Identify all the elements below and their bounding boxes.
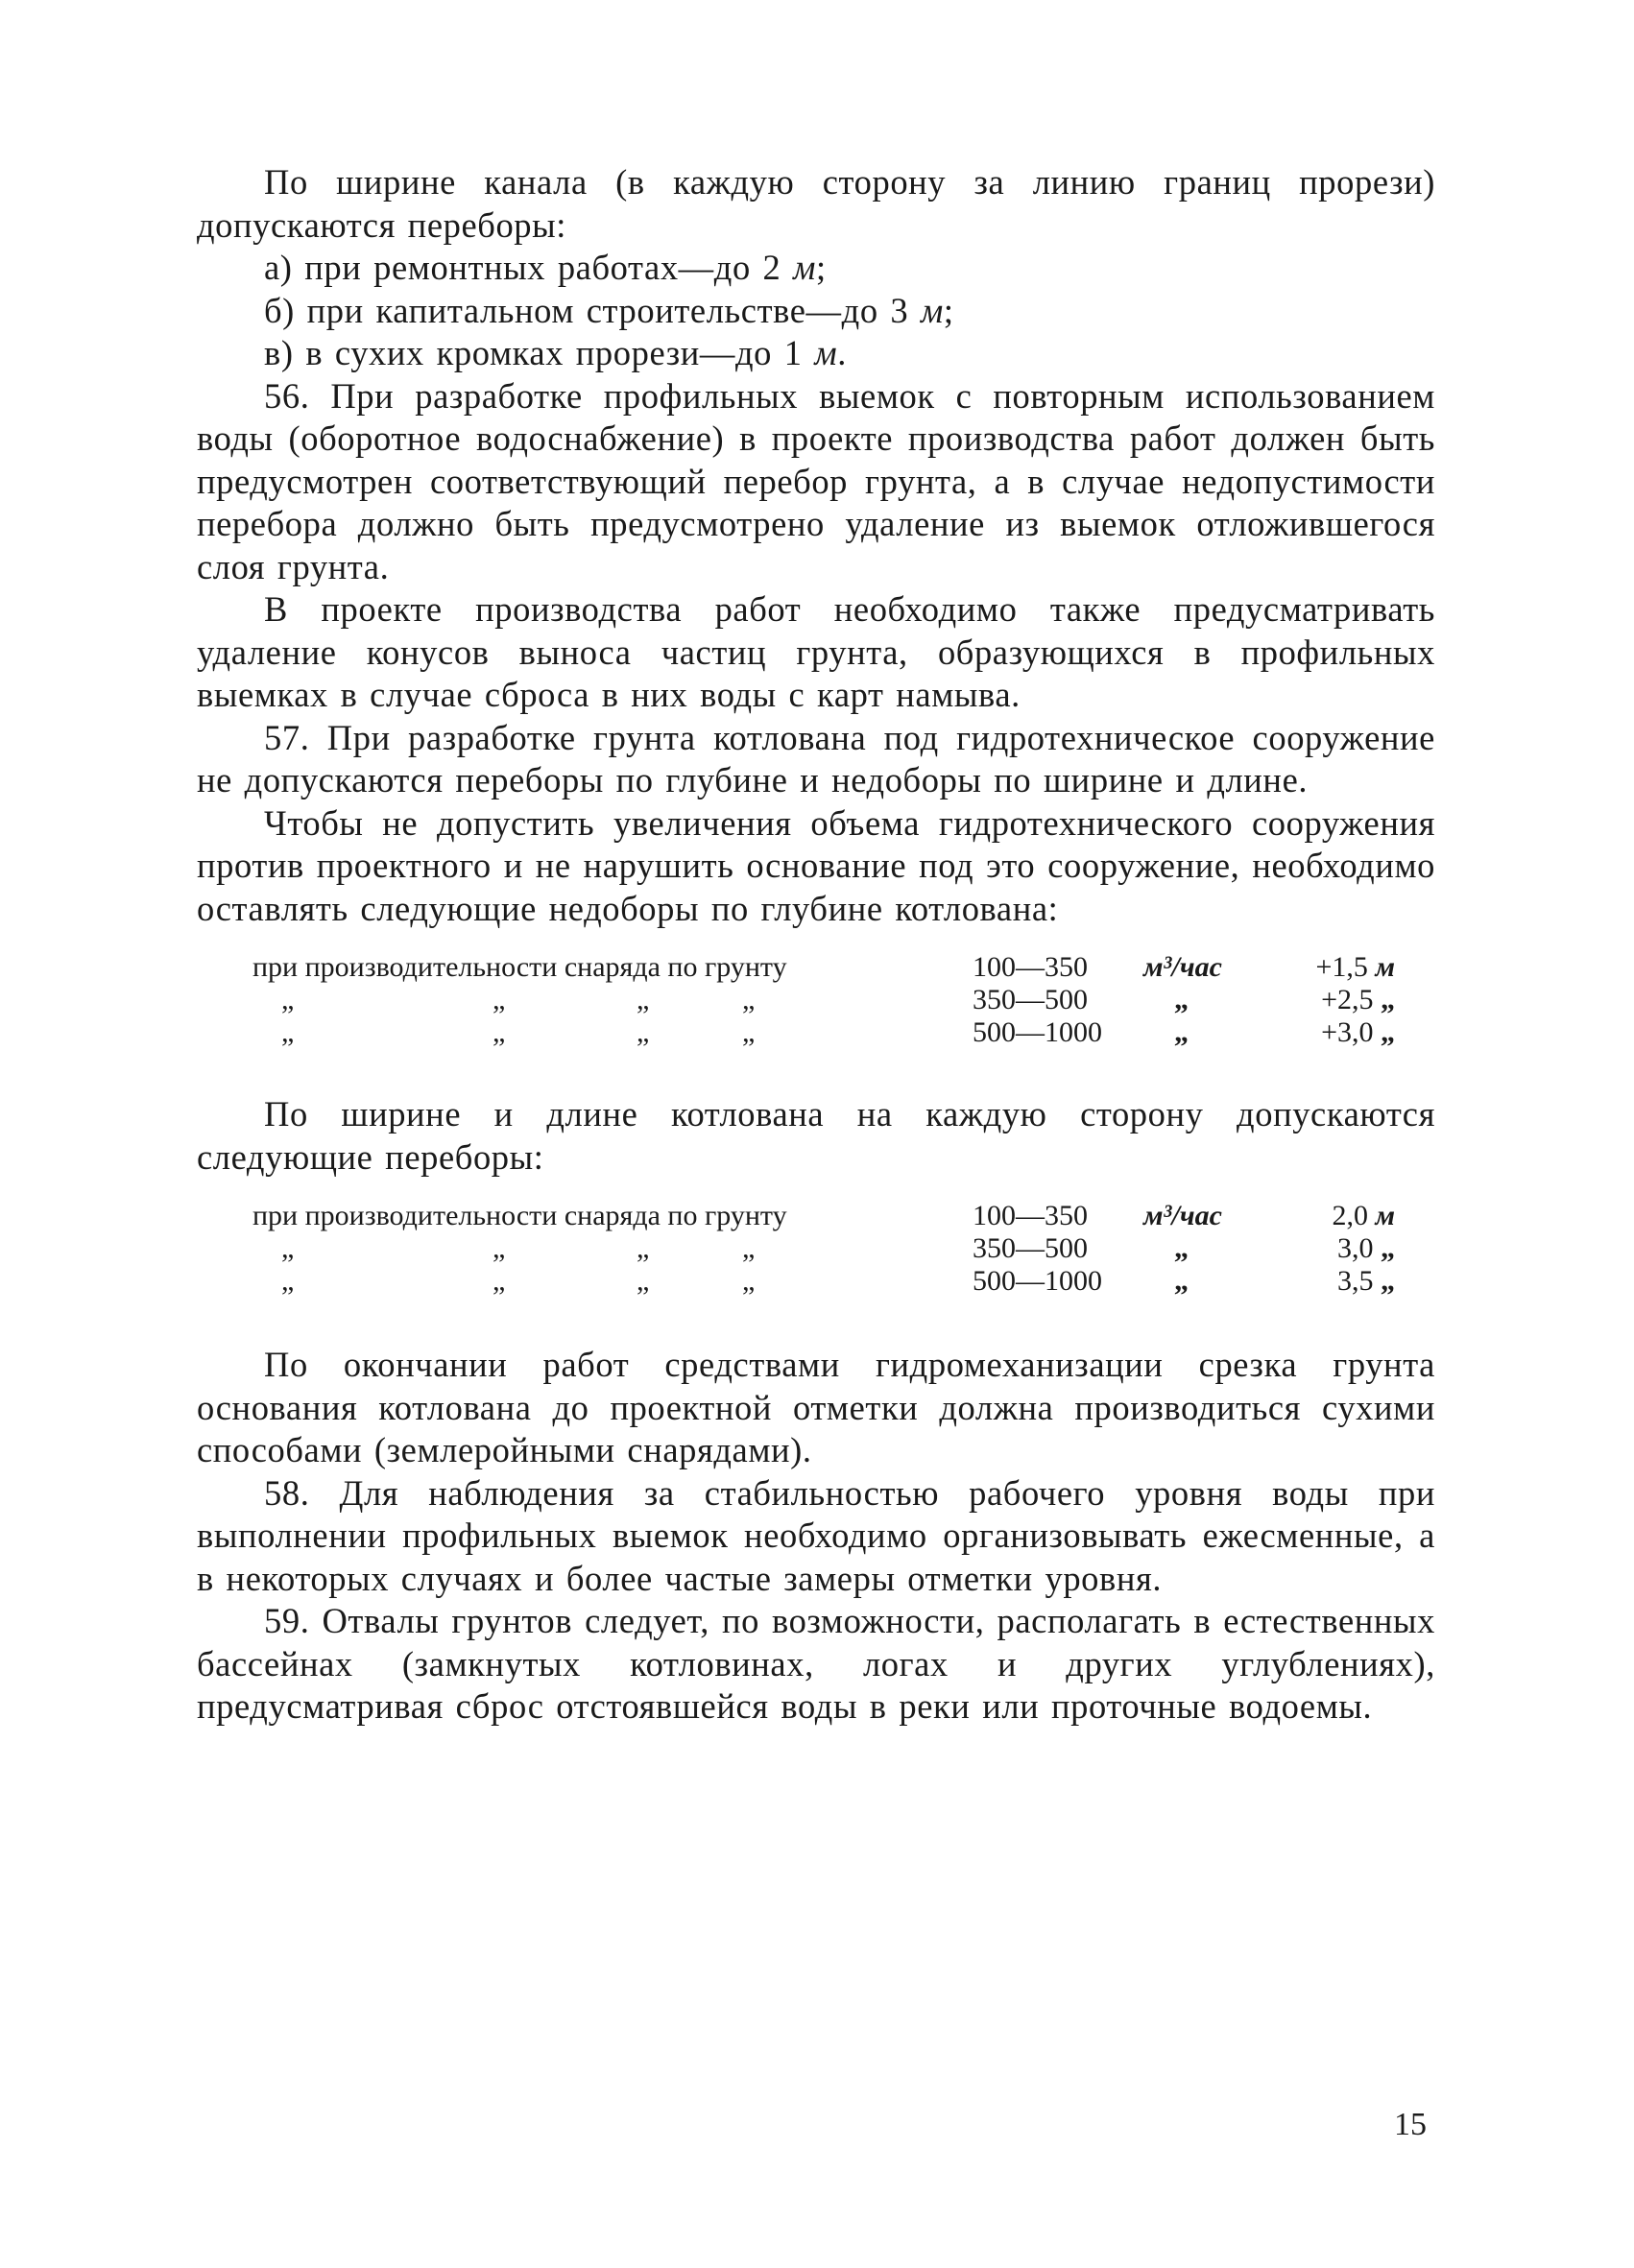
paragraph-57-dry-cut: По окончании работ средствами гидромеханизации срезка грунта основания котлована до проектной отметки должна производиться сухими способами (землеройными снарядами). [197,1345,1435,1469]
table-value: 3,0 „ [1337,1232,1395,1264]
paragraph-56: 56. При разработке профильных выемок с повторным использованием воды (оборотное водоснабжение) в проекте производства работ должен быть предусмотрен соответствующий перебор грунта, а в случае недопустимости перебора должно быть предусмотрено удаление из выемок отложившегося слоя грунта. [197,375,1435,586]
paragraph-58: 58. Для наблюдения за стабильностью рабочего уровня воды при выполнении профильных выемок необходимо организовывать ежесменные, а в некоторых случаях и более частые замеры отметки уровня. [197,1472,1435,1598]
page-number: 15 [1394,2107,1427,2142]
list-item-a-end: ; [816,248,827,287]
table-value: +1,5 м [1315,951,1395,983]
list-item-b [197,290,1435,333]
paragraph-56-continued: В проекте производства работ необходимо также предусматривать удаление конусов выноса частиц грунта, образующихся в профильных выемках в случае сброса в них воды с карт намыва. [197,589,1435,714]
paragraph-59: 59. Отвалы грунтов следует, по возможности, располагать в естественных бассейнах (замкнутых котловинах, логах и других углублениях), предусматривая сброс отстоявшейся воды в реки или проточные водоемы. [197,1601,1435,1726]
table-row [252,984,1395,1016]
table-value: +3,0 „ [1321,1016,1395,1048]
table-range: 350—500 [973,1232,1088,1264]
table-unit: „ [1174,984,1189,1015]
table-range: 100—350 [973,951,1088,983]
paragraph-canal-width: По ширине канала (в каждую сторону за линию границ прорези) допускаются переборы: [197,162,1435,245]
table-ditto-marks: „ „ „ „ [281,1265,756,1297]
table-unit: „ [1174,1232,1189,1264]
list-item-a-text: а) при ремонтных работах—до 2 [264,248,781,287]
table-range: 350—500 [973,984,1088,1015]
table-unit: „ [1174,1265,1189,1297]
table-range: 500—1000 [973,1016,1102,1048]
list-item-c-text: в) в сухих кромках прорези—до 1 [264,333,803,372]
paragraph-57-overcut-intro: По ширине и длине котлована на каждую сторону допускаются следующие переборы: [197,1094,1435,1177]
list-item-b-unit: м [921,290,944,330]
table-row [252,1265,1395,1298]
table-depth-undercut [252,951,1395,1049]
table-label: при производительности снаряда по грунту [252,1200,787,1231]
list-item-b-text: б) при капитальном строительстве—до 3 [264,290,909,330]
table-row [252,1232,1395,1265]
table-value: 3,5 „ [1337,1265,1395,1297]
table-unit: м³/час [1143,1200,1222,1231]
list-item-c-unit: м [814,333,838,372]
paragraph-57-undercut-intro: Чтобы не допустить увеличения объема гидротехнического сооружения против проектного и не нарушить основание под это сооружение, необходимо оставлять следующие недоборы по глубине котлована: [197,802,1435,928]
table-row [252,1200,1395,1232]
paragraph-57: 57. При разработке грунта котлована под гидротехническое сооружение не допускаются переборы по глубине и недоборы по ширине и длине. [197,717,1435,800]
table-label: при производительности снаряда по грунту [252,951,787,983]
document-page [197,161,1435,1729]
list-item-c-end: . [837,333,847,372]
list-item-c [197,332,1435,375]
table-unit: „ [1174,1016,1189,1048]
table-value: +2,5 „ [1321,984,1395,1015]
table-value: 2,0 м [1332,1200,1395,1231]
table-ditto-marks: „ „ „ „ [281,1232,756,1264]
list-item-a [197,247,1435,290]
table-ditto-marks: „ „ „ „ [281,1016,756,1048]
list-item-b-end: ; [943,290,954,330]
table-unit: м³/час [1143,951,1222,983]
table-row [252,951,1395,984]
table-width-overcut [252,1200,1395,1298]
table-range: 500—1000 [973,1265,1102,1297]
table-ditto-marks: „ „ „ „ [281,984,756,1015]
table-row [252,1016,1395,1049]
table-range: 100—350 [973,1200,1088,1231]
list-item-a-unit: м [793,248,817,287]
